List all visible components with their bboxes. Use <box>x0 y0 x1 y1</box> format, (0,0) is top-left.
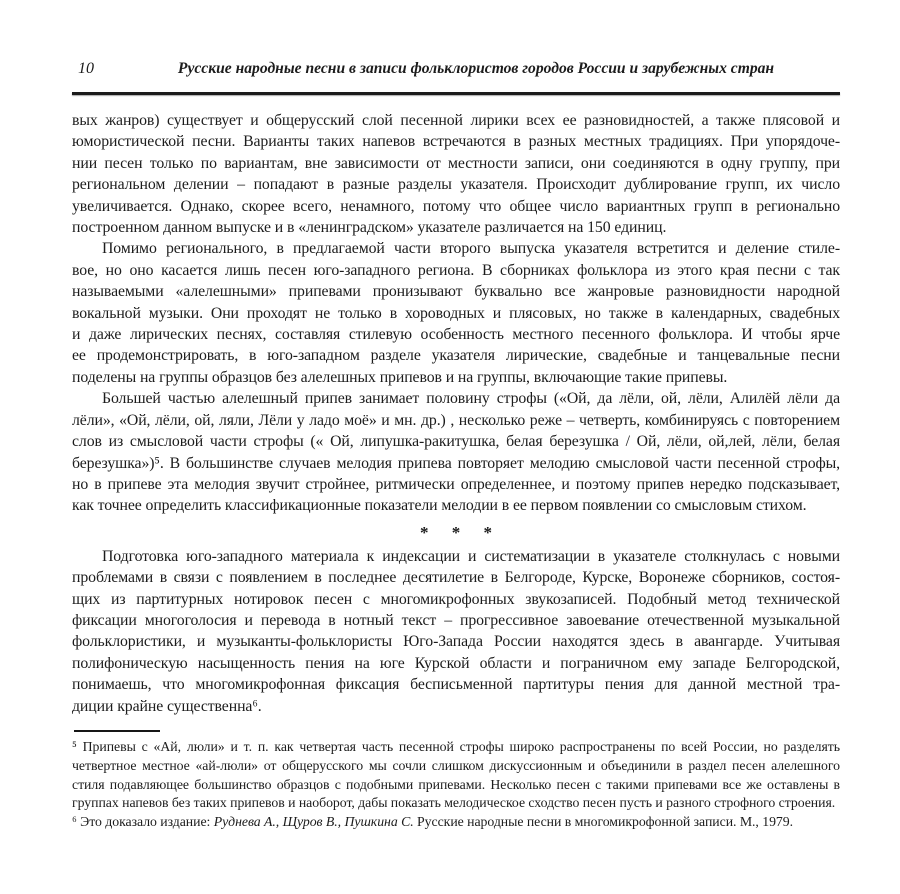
text-line: Большей частью алелешный припев занимает половину строфы («Ой, да лёли, ой, лёли, Алилёй лёли да <box>102 390 840 408</box>
text-line: вых жанров) существует и общерусский слой песенной лирики всех ее разновидностей, а также плясовой и <box>72 112 840 129</box>
running-title: Русские народные песни в записи фольклористов городов России и зарубежных стран <box>177 60 775 77</box>
paragraph-4 <box>72 546 840 717</box>
footnote-5 <box>72 738 840 813</box>
paragraph-3 <box>72 388 840 516</box>
text-line: но в припеве эта мелодия звучит стройнее, ритмически определеннее, и поэтому припев нередко подсказывает, <box>72 475 840 493</box>
text-line: и даже лирических песнях, составляя стилевую особенность местного песенного фольклора. И чтобы ярче <box>72 326 840 344</box>
text-line: ⁵ Припевы с «Ай, люли» и т. п. как четвертая часть песенной строфы широко распространены по всей России, но разделять <box>72 738 840 754</box>
header-rule <box>72 92 840 95</box>
text-line: вокальной музыки. Они проходят не только в хороводных и плясовых, но также в календарных, свадебных <box>72 304 840 322</box>
text-line: фиксации многоголосия и перевода в нотный текст – прогрессивное завоевание отечественной музыкальной <box>72 611 840 629</box>
paragraph-2 <box>72 238 840 388</box>
footnote-6-authors: Руднева А., Щуров В., Пушкина С. <box>213 814 414 830</box>
text-line: Помимо регионального, в предлагаемой части второго выпуска указателя встретится и деление стиле- <box>102 240 840 258</box>
text-line: стиля подавляющее большинство образцов с подобными припевами. Несколько песен с такими припевами все же оставлены в <box>72 776 840 792</box>
text-line: поделены на группы образцов без алелешных припевов и на группы, включающие такие припевы. <box>72 368 728 386</box>
section-separator-stars: * * * <box>420 522 492 542</box>
text-line: полифоническую насыщенность пения на юге Курской области и пограничном ему западе Белгородской, <box>72 654 840 672</box>
text-line: юмористической песни. Варианты таких напевов встречаются в разных местных традициях. При упорядоче- <box>72 133 840 151</box>
text-line: фольклористики, и музыканты-фольклористы Юго-Запада России находятся здесь в авангарде. Учитывая <box>72 633 840 651</box>
text-line: как точнее определить классификационные показатели мелодии в ее первом появлении со смысловым стихом. <box>72 497 807 515</box>
footnotes-block <box>72 738 840 832</box>
text-line: лёли», «Ой, лёли, ой, ляли, Лёли у ладо моё» и мн. др.) , несколько реже – четверть, комбинируясь с повторением <box>72 411 840 429</box>
footnote-6 <box>72 813 840 832</box>
page-header <box>72 60 840 86</box>
text-line: четвертное местное «ай-люли» от общерусского мы сочли слишком дискуссионным и объединили в раздел песен алелешного <box>72 757 840 773</box>
text-column <box>72 60 840 832</box>
text-line: увеличивается. Однако, скорее всего, ненамного, потому что общее число вариантных групп в регионально <box>72 197 840 215</box>
footnote-6-prefix: ⁶ Это доказало издание: <box>72 814 214 830</box>
text-line: щих из партитурных нотировок песен с многомикрофонных звукозаписей. Подобный метод технической <box>72 590 840 608</box>
text-line: группах напевов без таких припевов и наоборот, дабы показать мелодическое сходство песен пусть и разного строфного строения. <box>72 795 836 811</box>
text-line: Подготовка юго-западного материала к индексации и систематизации в указателе столкнулась с новыми <box>102 547 840 565</box>
paragraph-1 <box>72 110 840 238</box>
text-line: региональном делении – попадают в разные разделы указателя. Происходит дублирование групп, их число <box>72 176 840 194</box>
text-line: проблемами в связи с появлением в последнее десятилетие в Белгороде, Курске, Воронеже сборников, состоя- <box>72 569 840 587</box>
text-line: вое, но оно касается лишь песен юго-западного региона. В сборниках фольклора из этого края песни с так <box>72 261 840 279</box>
text-line: называемыми «алелешными» припевами пронизывают буквально все жанровые разновидности народной <box>72 283 840 301</box>
text-line: березушка»)⁵. В большинстве случаев мелодия припева повторяет мелодию смысловой части песенной строфы, <box>72 454 840 472</box>
footnote-rule <box>74 730 160 732</box>
body-text <box>72 110 840 717</box>
text-line: понимаешь, что многомикрофонная фиксация бесписьменной партитуры пения для данной местной тра- <box>72 676 840 694</box>
text-line: построенном данном выпуске и в «ленинградском» указателе различается на 150 единиц. <box>72 219 667 237</box>
text-line: слов из смысловой части строфы (« Ой, липушка-ракитушка, белая березушка / Ой, лёли, ой,лей, лёли, белая <box>72 433 840 451</box>
page-number: 10 <box>78 60 94 77</box>
text-line: диции крайне существенна⁶. <box>72 697 262 715</box>
text-line: нии песен только по вариантам, вне зависимости от местности записи, они соединяются в одну группу, при <box>72 154 840 172</box>
footnote-6-rest: Русские народные песни в многомикрофонной записи. М., 1979. <box>413 814 794 830</box>
text-line: ее продемонстрировать, в юго-западном разделе указателя лирические, свадебные и танцевальные песни <box>72 347 840 365</box>
